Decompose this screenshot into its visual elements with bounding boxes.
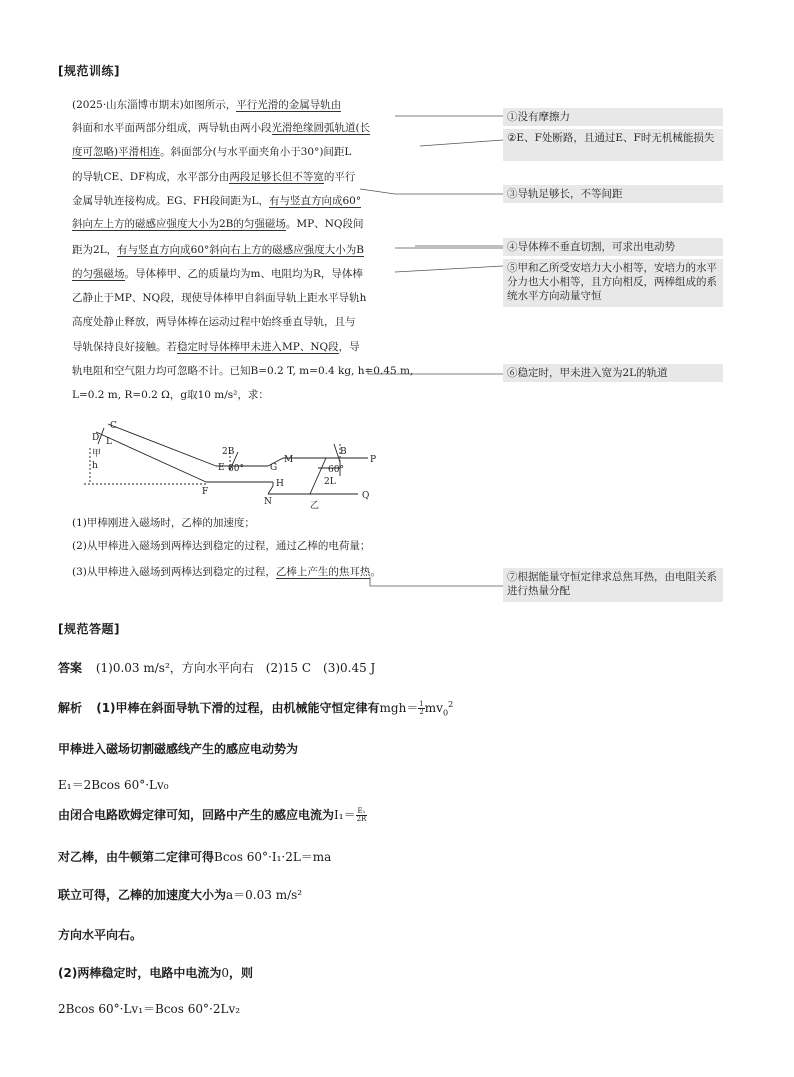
label-jia: 甲 [92, 449, 102, 459]
underlined-text: 稳定时导体棒甲未进入MP、NQ段 [177, 341, 339, 353]
label-angle2: 60° [328, 465, 344, 475]
analysis-line-7: 方向水平向右。 [58, 928, 143, 942]
fraction-e1-2r: $\frac{\text{E₁}}{2R}$ [356, 807, 367, 823]
note-7: ⑦根据能量守恒定律求总焦耳热，由电阻关系进行热量分配 [503, 568, 723, 602]
analysis-line-8: (2)两棒稳定时，电路中电流为0，则 [58, 966, 253, 980]
rail-df [96, 432, 206, 482]
label-yi: 乙 [310, 501, 320, 511]
problem-text-segment: 的导轨CE、DF构成，水平部分由 [72, 171, 230, 183]
analysis-line-1: 解析 (1)甲棒在斜面导轨下滑的过程，由机械能守恒定律有mgh＝ $\frac{1}{2}$ $mv_0^2$ [58, 700, 454, 718]
problem-text-segment: 。MP、NQ段间 [285, 218, 364, 230]
label-2l: 2L [324, 477, 336, 487]
problem-text-segment: L=0.2 m, R=0.2 Ω，g取10 m/s²，求： [72, 389, 269, 401]
question-text-segment: (3)从甲棒进入磁场到两棒达到稳定的过程， [72, 566, 276, 578]
label-2b: 2B [222, 447, 235, 457]
underlined-text: 平行光滑的金属导轨由 [236, 99, 342, 111]
label-h-point: H [276, 479, 284, 489]
question-text-segment: (2)从甲棒进入磁场到两棒达到稳定的过程，通过乙棒的电荷量； [72, 540, 371, 552]
analysis-line-9: 2Bcos 60°·Lv₁＝Bcos 60°·2Lv₂ [58, 1002, 241, 1016]
problem-text-segment: 的平行 [323, 171, 356, 183]
note-4: ④导体棒不垂直切割，可求出电动势 [503, 238, 723, 256]
analysis-line-2: 甲棒进入磁场切割磁感线产生的感应电动势为 [58, 742, 299, 756]
underlined-text: 有与竖直方向成60°斜向右上方的磁感应强度大小为B [117, 244, 364, 256]
label-q: Q [362, 491, 370, 501]
underlined-text: 斜向左上方的磁感应强度大小为2B的匀强磁场 [72, 218, 286, 230]
analysis-label: 解析 [58, 701, 83, 715]
label-m: M [284, 455, 294, 465]
label-p: P [370, 455, 377, 465]
rod-yi [310, 458, 326, 494]
note-3: ③导轨足够长，不等间距 [503, 185, 723, 203]
label-n: N [264, 497, 272, 507]
problem-text-segment: 轨电阻和空气阻力均可忽略不计。已知B=0.2 T, m=0.4 kg, h=0.45 m, [72, 365, 414, 377]
underlined-text: 两段足够长但不等宽 [229, 171, 324, 183]
analysis-line-3: E₁＝2Bcos 60°·Lv₀ [58, 778, 169, 792]
note-2: ②E、F处断路，且通过E、F时无机械能损失 [503, 129, 723, 161]
note-5: ⑤甲和乙所受安培力大小相等，安培力的水平分力也大小相等，且方向相反，两棒组成的系统水平方向动量守恒 [503, 259, 723, 307]
problem-text-segment: 。导体棒甲、乙的质量均为m、电阻均为R，导体棒 [124, 268, 363, 280]
label-l1: L [106, 437, 112, 447]
question-end-punct: 。 [370, 566, 381, 578]
label-c: C [110, 421, 117, 431]
note-6: ⑥稳定时，甲未进入宽为2L的轨道 [503, 364, 723, 382]
question-text-segment: (1)甲棒刚进入磁场时，乙棒的加速度； [72, 517, 255, 529]
training-section-title: [规范训练] [58, 64, 120, 78]
underlined-text: 有与竖直方向成60° [268, 195, 362, 207]
problem-text-segment: 。斜面部分(与水平面夹角小于30°)间距L [160, 146, 352, 158]
label-angle1: 60° [228, 464, 244, 474]
label-e: E [218, 463, 225, 473]
answer-section-title: [规范答题] [58, 622, 120, 636]
underlined-text: 光滑绝缘圆弧轨道(长 [271, 122, 371, 134]
problem-text-segment: 斜面和水平面两部分组成，两导轨由两小段 [72, 122, 272, 134]
label-h: h [92, 461, 98, 471]
problem-text-segment: 乙静止于MP、NQ段，现使导体棒甲自斜面导轨上距水平导轨h [72, 292, 367, 304]
fraction-half: $\frac{1}{2}$ [419, 700, 424, 716]
note-1: ①没有摩擦力 [503, 108, 723, 126]
label-g: G [270, 463, 278, 473]
answer-text: (1)0.03 m/s²，方向水平向右 (2)15 C (3)0.45 J [95, 661, 376, 675]
problem-text-segment: 高度处静止释放，两导体棒在运动过程中始终垂直导轨，且与 [72, 316, 356, 328]
problem-text-segment: (2025·山东淄博市期末)如图所示， [72, 99, 237, 111]
problem-text-segment: ，导 [338, 341, 360, 353]
underlined-text: 乙棒上产生的焦耳热 [275, 566, 371, 578]
analysis-line-4: 由闭合电路欧姆定律可知，回路中产生的感应电流为I₁＝ $\frac{\text{E₁}}{2R}$ [58, 807, 367, 823]
problem-text-segment: 导轨保持良好接触。若 [72, 341, 177, 353]
problem-text-segment: 距为2L， [72, 244, 118, 256]
label-d: D [92, 433, 100, 443]
answer-label: 答案 [58, 661, 83, 675]
answer-line [58, 659, 375, 676]
problem-text-segment: 金属导轨连接构成。EG、FH段间距为L， [72, 195, 269, 207]
physics-diagram [78, 418, 398, 513]
analysis-line-6: 联立可得，乙棒的加速度大小为a＝0.03 m/s² [58, 888, 303, 902]
label-b: B [340, 447, 347, 457]
underlined-text: 度可忽略)平滑相连 [72, 146, 161, 158]
underlined-text: 的匀强磁场 [72, 268, 125, 280]
label-f: F [202, 487, 209, 497]
analysis-line-5: 对乙棒，由牛顿第二定律可得Bcos 60°·I₁·2L＝ma [58, 850, 332, 864]
